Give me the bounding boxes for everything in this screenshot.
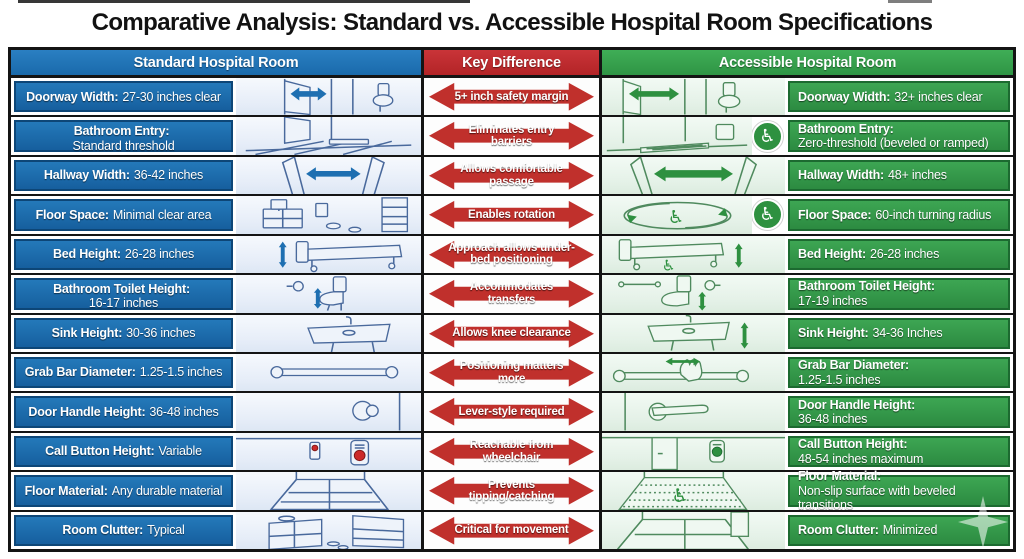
table-row (11, 115, 1013, 154)
grab-bar-illustration (236, 354, 421, 391)
spec-label-accessible: Room Clutter: Minimized (788, 515, 1010, 546)
non-slip-floor-illustration (602, 472, 785, 509)
spec-label-standard: Door Handle Height: 36-48 inches (14, 396, 233, 427)
top-edge-artifact-right (888, 0, 932, 3)
door-knob-illustration (236, 393, 421, 430)
table-row (11, 313, 1013, 352)
table-body (11, 78, 1013, 549)
wheelchair-icon: ♿ (667, 207, 685, 229)
wheelchair-badge-icon: ♿ (752, 199, 783, 230)
difference-label: Prevents tipping/catching (468, 478, 555, 503)
difference-label: Eliminates entry barriers (468, 123, 555, 149)
sink-illustration (236, 315, 421, 352)
difference-label: Accommodates transfers (469, 281, 554, 306)
difference-label: Allows knee clearance (452, 327, 571, 340)
spec-label-standard: Bed Height: 26-28 inches (14, 239, 233, 270)
spec-label-standard: Sink Height: 30-36 inches (14, 318, 233, 349)
page-title: Comparative Analysis: Standard vs. Accessible Hospital Room Specifications (91, 9, 933, 36)
accessible-hallway-illustration (602, 157, 785, 194)
spec-label-accessible: Door Handle Height: 36-48 inches (788, 396, 1010, 427)
difference-label: Approach allows under-bed positioning (448, 241, 575, 267)
grab-bar-hand-illustration (602, 354, 785, 391)
spec-label-accessible: Bathroom Toilet Height: 17-19 inches (788, 278, 1010, 309)
table-row (11, 469, 1013, 513)
table-row (11, 273, 1013, 312)
spec-label-accessible: Call Button Height: 48-54 inches maximum (788, 436, 1010, 467)
comparison-table (8, 47, 1016, 552)
difference-label: 5+ inch safety margin (454, 90, 569, 103)
difference-label: Reachable from wheelchair (469, 439, 554, 464)
table-row (11, 194, 1013, 233)
spec-label-standard: Floor Space: Minimal clear area (14, 199, 233, 230)
top-edge-artifact (18, 0, 470, 3)
bed-illustration (236, 236, 421, 273)
spec-label-standard: Floor Material: Any durable material (14, 475, 233, 506)
table-row (11, 431, 1013, 470)
spec-label-accessible: Sink Height: 34-36 Inches (788, 318, 1010, 349)
toilet-illustration (236, 275, 421, 312)
cluttered-floor-illustration (236, 512, 421, 549)
turning-radius-illustration (602, 196, 752, 233)
difference-label: Enables rotation (468, 208, 555, 221)
spec-label-standard: Call Button Height: Variable (14, 436, 233, 467)
table-row (11, 78, 1013, 115)
wheelchair-badge-icon: ♿ (752, 121, 783, 152)
spec-label-accessible: Floor Material: Non-slip surface with beveled transitions (788, 475, 1010, 506)
spec-label-standard: Grab Bar Diameter: 1.25-1.5 inches (14, 357, 233, 388)
accessible-doorway-illustration (602, 78, 785, 115)
table-row (11, 391, 1013, 430)
spec-label-accessible: Hallway Width: 48+ inches (788, 160, 1010, 191)
spec-label-standard: Room Clutter: Typical (14, 515, 233, 546)
spec-label-standard: Doorway Width: 27-30 inches clear (14, 81, 233, 112)
difference-label: Lever-style required (458, 405, 565, 418)
zero-threshold-illustration (602, 117, 752, 154)
lever-handle-illustration (602, 393, 785, 430)
difference-label: Allows comfortable passage (460, 163, 563, 188)
table-row (11, 352, 1013, 391)
header-difference: Key Difference (424, 50, 602, 75)
accessible-bed-illustration (602, 236, 785, 273)
cluttered-room-illustration (236, 196, 421, 233)
hallway-illustration (236, 157, 421, 194)
difference-label: Critical for movement (454, 524, 569, 537)
call-button-illustration (236, 433, 421, 470)
table-row (11, 510, 1013, 549)
table-row (11, 155, 1013, 194)
header-accessible: Accessible Hospital Room (602, 50, 1013, 75)
uncluttered-room-illustration (602, 512, 785, 549)
accessible-call-button-illustration (602, 433, 785, 470)
spec-label-accessible: Grab Bar Diameter: 1.25-1.5 inches (788, 357, 1010, 388)
spec-label-accessible: Bathroom Entry: Zero-threshold (beveled or ramped) (788, 120, 1010, 151)
spec-label-standard: Bathroom Toilet Height: 16-17 inches (14, 278, 233, 309)
doorway-illustration (236, 78, 421, 115)
floor-illustration (236, 472, 421, 509)
wheelchair-icon: ♿ (671, 485, 689, 508)
table-header-row (11, 50, 1013, 78)
spec-label-accessible: Floor Space: 60-inch turning radius (788, 199, 1010, 230)
header-standard: Standard Hospital Room (11, 50, 424, 75)
accessible-toilet-illustration (602, 275, 785, 312)
accessible-sink-illustration (602, 315, 785, 352)
wheelchair-icon: ♿ (661, 256, 676, 274)
difference-label: Positioning matters more (459, 360, 564, 385)
spec-label-accessible: Bed Height: 26-28 inches (788, 239, 1010, 270)
spec-label-standard: Hallway Width: 36-42 inches (14, 160, 233, 191)
spec-label-standard: Bathroom Entry: Standard threshold (14, 120, 233, 151)
spec-label-accessible: Doorway Width: 32+ inches clear (788, 81, 1010, 112)
table-row (11, 234, 1013, 273)
threshold-illustration (236, 117, 421, 154)
